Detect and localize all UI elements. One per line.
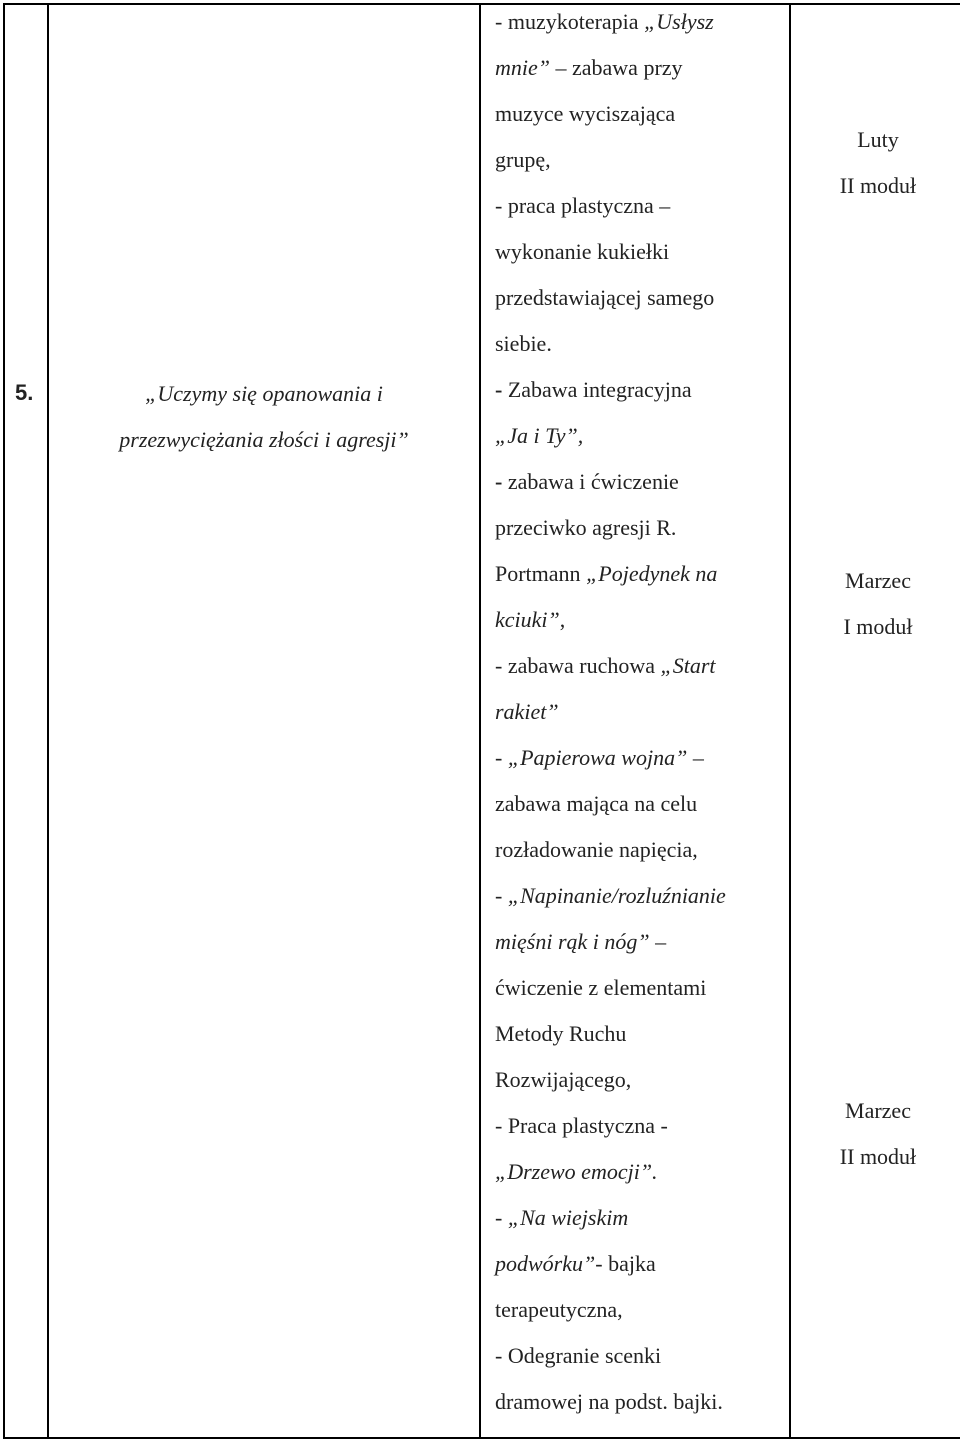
activity-line: rozładowanie napięcia, [495,837,698,862]
activity-line: przedstawiającej samego [495,285,715,310]
activity-line: rakiet” [495,699,559,724]
activity-line: - zabawa ruchowa „Start [495,653,716,678]
activity-line: - zabawa i ćwiczenie [495,469,679,494]
topic-line-1: „Uczymy się opanowania i [145,381,383,406]
program-table [3,3,960,1439]
activity-line: mnie” – zabawa przy [495,55,683,80]
table-row [4,4,960,1438]
activity-line: - „Papierowa wojna” – [495,745,704,770]
activity-line: Portmann „Pojedynek na [495,561,718,586]
schedule-module: II moduł [839,1144,917,1169]
activity-line: Metody Ruchu [495,1021,627,1046]
activity-line: - Zabawa integracyjna [495,377,692,402]
activity-line: - „Napinanie/rozluźnianie [495,883,726,908]
schedule-module: II moduł [839,173,917,198]
schedule-entry-1 [791,117,960,209]
activity-line: dramowej na podst. bajki. [495,1389,723,1414]
schedule-entry-3 [791,1088,960,1180]
activity-line: zabawa mająca na celu [495,791,698,816]
topic-cell [48,4,480,1438]
activity-line: podwórku”- bajka [495,1251,656,1276]
activity-line: „Ja i Ty”, [495,423,584,448]
activities-list [495,0,726,1425]
activity-line: - muzykoterapia „Usłysz [495,9,714,34]
activity-line: - praca plastyczna – [495,193,671,218]
row-number: 5. [15,380,34,405]
schedule-month: Marzec [845,568,911,593]
activity-line: przeciwko agresji R. [495,515,677,540]
topic-title [49,371,479,463]
schedule-month: Luty [857,127,899,152]
number-cell [4,4,48,1438]
activity-line: Rozwijającego, [495,1067,632,1092]
activity-line: kciuki”, [495,607,566,632]
activities-cell [480,4,790,1438]
activity-line: wykonanie kukiełki [495,239,670,264]
activity-line: muzyce wyciszająca [495,101,676,126]
activity-line: - Praca plastyczna - [495,1113,668,1138]
schedule-module: I moduł [843,614,913,639]
activity-line: mięśni rąk i nóg” – [495,929,667,954]
activity-line: - „Na wiejskim [495,1205,629,1230]
topic-line-2: przezwyciężania złości i agresji” [119,427,409,452]
activity-line: terapeutyczna, [495,1297,623,1322]
schedule-entry-2 [791,558,960,650]
activity-line: - Odegranie scenki [495,1343,662,1368]
activity-line: siebie. [495,331,552,356]
activity-line: grupę, [495,147,551,172]
schedule-cell [790,4,960,1438]
schedule-month: Marzec [845,1098,911,1123]
activity-line: ćwiczenie z elementami [495,975,707,1000]
activity-line: „Drzewo emocji”. [495,1159,658,1184]
